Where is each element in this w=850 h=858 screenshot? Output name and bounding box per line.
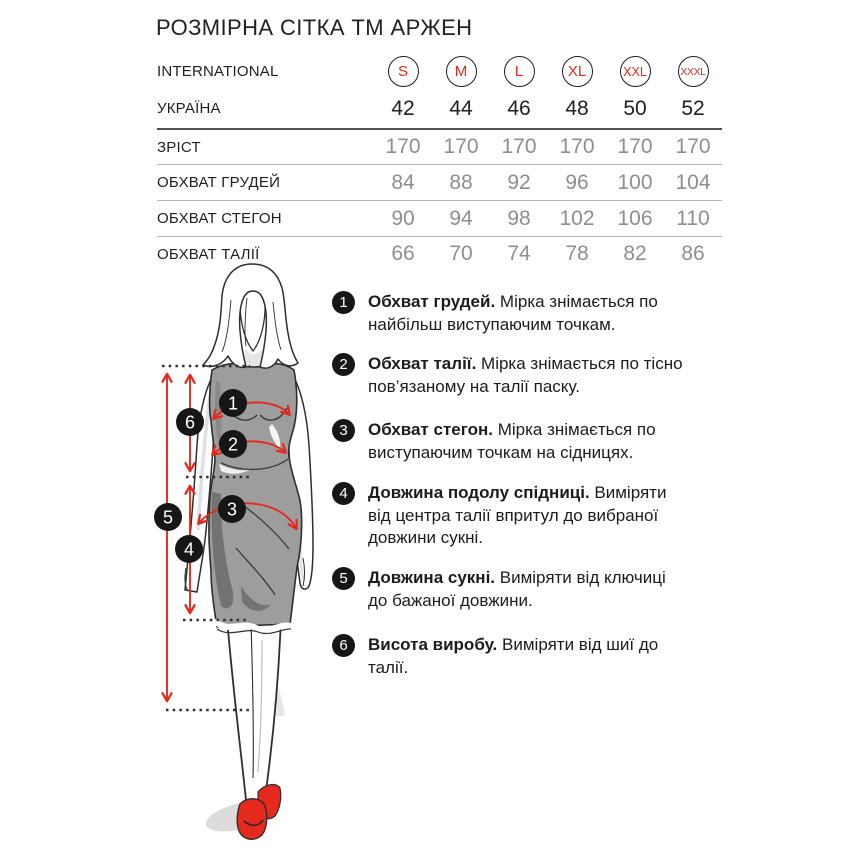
legs [227,618,285,802]
legend-item-dress-length [332,567,684,612]
marker-4 [175,535,203,563]
marker-6 [176,408,204,436]
table-row-hips: ОБХВАТ СТЕГОН 90 94 98 102 106 110 [157,201,722,237]
row-label-height: ЗРІСТ [157,138,201,156]
table-row-chest: ОБХВАТ ГРУДЕЙ 84 88 92 96 100 104 [157,165,722,201]
legend-term: Довжина подолу спідниці. [368,483,590,502]
size-badge-s: S [388,56,419,87]
legend-term: Обхват талії. [368,354,477,373]
table-row-height: ЗРІСТ 170 170 170 170 170 170 [157,130,722,165]
legend-desc: Виміряти від ключиці до бажаної довжини. [368,568,666,610]
marker-1 [219,389,247,417]
legend-item-product-height [332,634,684,679]
row-label-ukraine: УКРАЇНА [157,100,221,117]
page-title: РОЗМІРНА СІТКА ТМ АРЖЕН [156,15,473,40]
marker-3 [218,495,246,523]
marker-2 [219,430,247,458]
table-row-international [157,54,722,89]
legend-number-badge: 5 [332,567,355,590]
legend-term: Довжина сукні. [368,568,496,587]
svg-text:6: 6 [184,412,196,433]
legend-desc: Мірка знімається по виступаючим точкам на сідницях. [368,420,656,462]
row-label-chest: ОБХВАТ ГРУДЕЙ [157,174,281,191]
row-label-international: INTERNATIONAL [157,63,279,80]
row-label-waist: ОБХВАТ ТАЛІЇ [157,245,260,263]
size-badge-l: L [504,56,535,87]
legend-desc: Виміряти від центра талії впритул до вибраної довжини сукні. [368,483,667,547]
legend-term: Обхват грудей. [368,292,496,311]
marker-5 [154,503,182,531]
legend-item-hips [332,419,684,464]
red-shoes [237,785,281,840]
legend-item-chest [332,291,684,336]
size-table [157,54,722,271]
legend-number-badge: 2 [332,353,355,376]
size-badge-xl: XL [562,56,593,87]
svg-text:4: 4 [183,539,195,560]
legend-number-badge: 3 [332,419,355,442]
legend-term: Висота виробу. [368,635,498,654]
svg-text:5: 5 [162,507,174,528]
legend-number-badge: 4 [332,482,355,505]
legend-number-badge: 1 [332,291,355,314]
legend-item-waist [332,353,684,398]
table-row-ukraine: УКРАЇНА 42 44 46 48 50 52 [157,89,722,130]
woman-sketch-svg [130,258,345,853]
row-label-hips: ОБХВАТ СТЕГОН [157,210,282,227]
size-badge-xxxl: XXXL [678,56,709,87]
legend-number-badge: 6 [332,634,355,657]
measurement-figure [130,258,345,853]
svg-text:1: 1 [227,393,239,414]
legend-term: Обхват стегон. [368,420,493,439]
svg-text:3: 3 [226,499,238,520]
legend-desc: Мірка знімається по найбільш виступаючим точкам. [368,292,658,334]
size-badge-m: M [446,56,477,87]
legend-desc: Виміряти від шиї до талії. [368,635,659,677]
legend-desc: Мірка знімається по тісно пов’язаному на талії паску. [368,354,683,396]
svg-text:2: 2 [227,434,239,455]
legend-item-skirt-length [332,482,684,550]
size-badge-xxl: XXL [620,56,651,87]
table-row-waist: ОБХВАТ ТАЛІЇ 66 70 74 78 82 86 [157,242,705,265]
